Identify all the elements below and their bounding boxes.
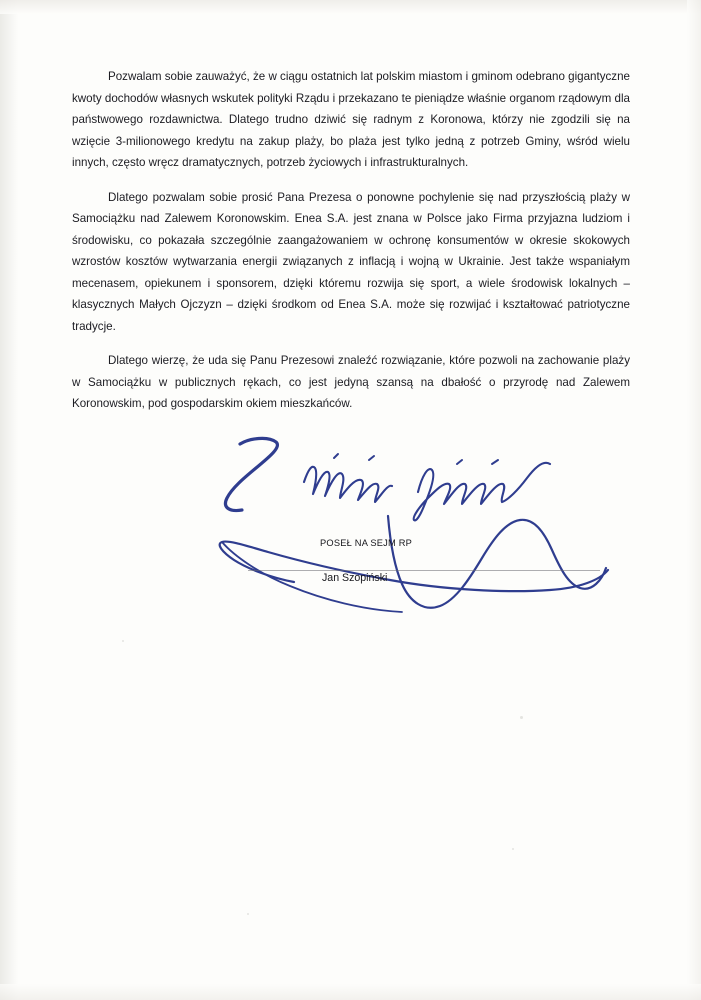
scan-speck: [520, 716, 523, 719]
scan-edge-left: [0, 0, 18, 1000]
scan-edge-top: [0, 0, 701, 14]
paragraph-2: Dlatego pozwalam sobie prosić Pana Prezesa o ponowne pochylenie się nad przyszłością plaży w Samociążku nad Zalewem Koronowskim. Enea S.A. jest znana w Polsce jako Firma przyjazna ludziom i środowisku, co pokazała szczególnie zaangażowaniem w ochronę konsumentów w okresie skokowych wzrostów kosztów wytwarzania energii związanych z inflacją i wojną w Ukrainie. Jest także wspaniałym mecenasem, opiekunem i sponsorem, dzięki któremu rozwija się sport, a wiele środowisk lokalnych – klasycznych Małych Ojczyzn – dzięki środkom od Enea S.A. może się rozwijać i kształtować patriotyczne tradycje.: [72, 190, 630, 333]
scan-speck: [122, 640, 124, 642]
scan-speck: [247, 913, 249, 915]
signature-name: Jan Szopiński: [322, 572, 388, 584]
letter-body: [72, 66, 630, 415]
scan-speck: [512, 848, 514, 850]
signature-title: POSEŁ NA SEJM RP: [320, 538, 413, 548]
handwritten-signature-icon: [72, 420, 630, 650]
signature-block: [72, 420, 630, 650]
scan-edge-right: [687, 0, 701, 1000]
paragraph-3: Dlatego wierzę, że uda się Panu Prezesowi znaleźć rozwiązanie, które pozwoli na zachowanie plaży w Samociążku w publicznych rękach, co jest jedyną szansą na dbałość o przyrodę nad Zalewem Koronowskim, pod gospodarskim okiem mieszkańców.: [72, 354, 630, 410]
signature-rule: [248, 570, 600, 571]
scan-edge-bottom: [0, 984, 701, 1000]
paragraph-1: Pozwalam sobie zauważyć, że w ciągu ostatnich lat polskim miastom i gminom odebrano gigantyczne kwoty dochodów własnych wskutek polityki Rządu i przekazano te pieniądze właśnie organom rządowym dla państwowego rozdawnictwa. Dlatego trudno dziwić się radnym z Koronowa, którzy nie zgodzili się na wzięcie 3-milionowego kredytu na zakup plaży, bo plaża jest tylko jedną z potrzeb Gminy, wśród wielu innych, często wręcz dramatycznych, potrzeb życiowych i infrastrukturalnych.: [72, 70, 630, 169]
